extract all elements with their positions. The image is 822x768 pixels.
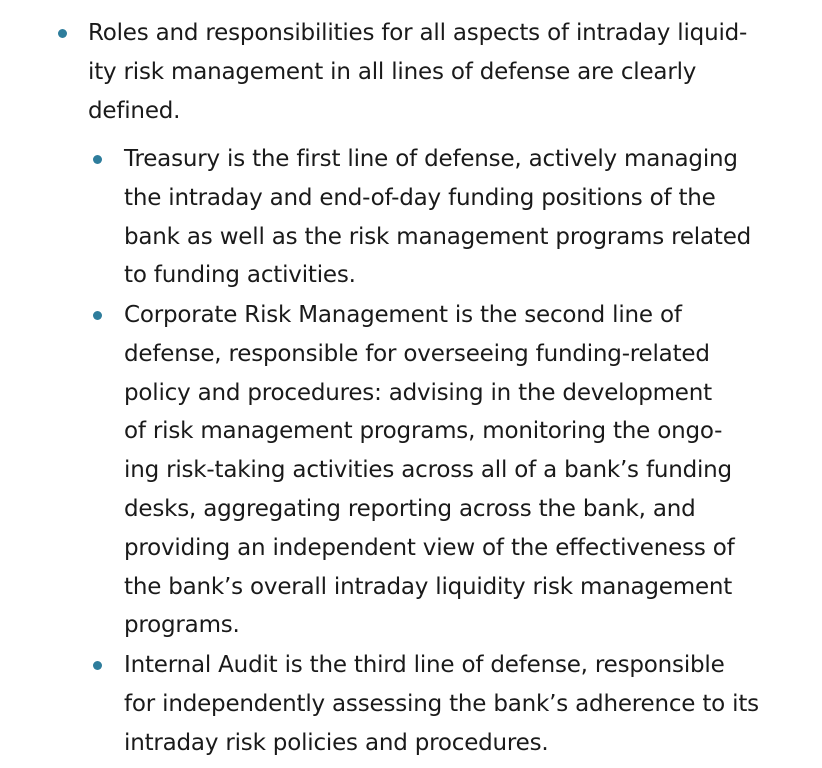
text-line: Roles and responsibilities for all aspects of intraday liquid-: [88, 20, 748, 46]
text-line: bank as well as the risk management programs related: [124, 223, 752, 250]
bullet-icon: [93, 155, 102, 164]
text-line: Corporate Risk Management is the second line of: [124, 302, 682, 328]
text-line: defense, responsible for overseeing funding-related: [124, 340, 710, 367]
text-line: of risk management programs, monitoring the ongo-: [124, 418, 723, 445]
text-line: the intraday and end-of-day funding positions of the: [124, 184, 716, 211]
list-item-roles-responsibilities: [88, 14, 747, 130]
sub-list-item-corporate-risk-management: [124, 296, 734, 645]
text-line: desks, aggregating reporting across the bank, and: [124, 495, 696, 522]
text-line: policy and procedures: advising in the development: [124, 379, 712, 406]
text-line: to funding activities.: [124, 262, 356, 289]
text-line: ing risk-taking activities across all of a bank’s funding: [124, 457, 732, 484]
sub-list-item-treasury: [124, 140, 751, 295]
text-line: intraday risk policies and procedures.: [124, 729, 549, 756]
text-line: Internal Audit is the third line of defense, responsible: [124, 652, 725, 678]
bullet-icon: [58, 29, 67, 38]
text-line: programs.: [124, 612, 240, 639]
text-line: for independently assessing the bank’s adherence to its: [124, 690, 759, 717]
text-line: defined.: [88, 97, 181, 124]
text-line: the bank’s overall intraday liquidity risk management: [124, 573, 733, 600]
sub-list-item-internal-audit: [124, 646, 759, 762]
text-line: Treasury is the first line of defense, actively managing: [124, 146, 738, 172]
bullet-icon: [93, 311, 102, 320]
text-line: ity risk management in all lines of defense are clearly: [88, 58, 697, 85]
text-line: providing an independent view of the effectiveness of: [124, 534, 735, 561]
bullet-icon: [93, 661, 102, 670]
